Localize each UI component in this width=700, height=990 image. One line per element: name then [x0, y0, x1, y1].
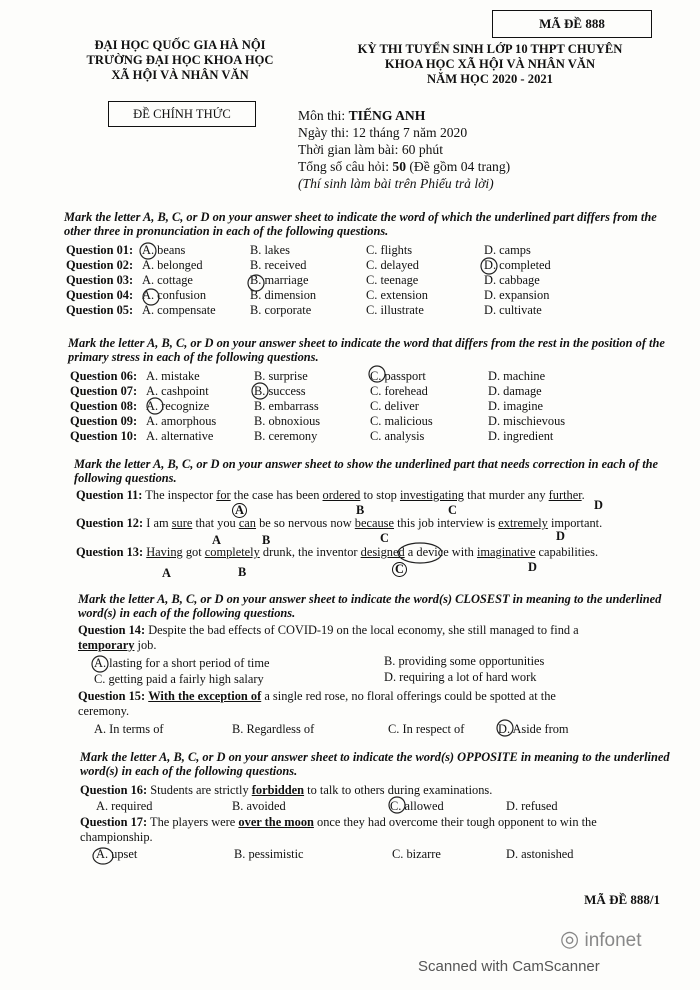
section-2-instruction: Mark the letter A, B, C, or D on your answer sheet to indicate the word that differs from the rest in the position of the primary stress in each of the following questions.: [68, 336, 665, 364]
option-a[interactable]: A. required: [96, 799, 153, 813]
section-3-instruction: Mark the letter A, B, C, or D on your answer sheet to show the underlined part that needs correction in each of the following questions.: [74, 457, 659, 485]
option-b[interactable]: B. pessimistic: [234, 847, 304, 861]
option-c[interactable]: C. bizarre: [392, 847, 441, 861]
option-d[interactable]: D. astonished: [506, 847, 574, 861]
question-row: Question 02: A. belonged B. received C. delayed D. completed: [66, 258, 551, 272]
answer-mark-d: D: [594, 498, 603, 512]
circle-q04: [143, 289, 159, 305]
option-d[interactable]: D. Aside from: [498, 722, 569, 736]
circle-q01: [140, 243, 156, 259]
section-5-instruction: Mark the letter A, B, C, or D on your answer sheet to indicate the word(s) OPPOSITE in meaning to the underlined word(s) in each of the following questions.: [80, 750, 670, 778]
option-c[interactable]: C. getting paid a fairly high salary: [94, 672, 264, 686]
question-row: Question 10: A. alternative B. ceremony C. analysis D. ingredient: [70, 429, 554, 443]
option-b[interactable]: B. Regardless of: [232, 722, 315, 736]
answer-mark-b: B: [356, 503, 365, 517]
scanner-watermark: Scanned with CamScanner: [418, 958, 600, 975]
option-a[interactable]: A. lasting for a short period of time: [94, 656, 270, 670]
option-b[interactable]: B. avoided: [232, 799, 286, 813]
circle-q16: [389, 797, 405, 813]
question-row: Question 04: A. confusion B. dimension C. extension D. expansion: [66, 288, 550, 302]
question-row: Question 07: A. cashpoint B. success C. forehead D. damage: [70, 384, 542, 398]
option-a-circled[interactable]: A. beans: [142, 243, 186, 257]
question-14: Question 14: Despite the bad effects of COVID-19 on the local economy, she still managed to find a temporary job.: [78, 623, 579, 652]
answer-mark-c: C: [392, 562, 407, 577]
circle-q14: [92, 656, 108, 672]
answer-mark-b: B: [262, 533, 271, 547]
answer-note: (Thí sinh làm bài trên Phiếu trả lời): [298, 176, 494, 191]
university-line: XÃ HỘI VÀ NHÂN VĂN: [111, 68, 249, 82]
subject-line: Môn thi: TIẾNG ANH: [298, 108, 426, 123]
option-d[interactable]: D. requiring a lot of hard work: [384, 670, 537, 684]
option-a[interactable]: A. In terms of: [94, 722, 164, 736]
circle-q02: [481, 258, 497, 274]
date-line: Ngày thi: 12 tháng 7 năm 2020: [298, 125, 468, 140]
subject-value: TIẾNG ANH: [348, 108, 426, 123]
question-17: Question 17: The players were over the moon once they had overcome their tough opponent to win the championship.: [80, 815, 597, 844]
circle-q03: [248, 275, 264, 291]
section-4-instruction: Mark the letter A, B, C, or D on your answer sheet to indicate the word(s) CLOSEST in meaning to the underlined word(s) in each of the following questions.: [78, 592, 662, 620]
option-a[interactable]: A. upset: [96, 847, 138, 861]
circle-q17: [93, 848, 113, 864]
option-c[interactable]: C. allowed: [390, 799, 444, 813]
answer-mark-c: C: [448, 503, 457, 517]
circle-q08: [147, 398, 163, 414]
answer-mark-b: B: [238, 565, 247, 579]
question-row: Question 08: A. recognize B. embarrass C. deliver D. imagine: [70, 399, 544, 413]
exam-code-box: MÃ ĐỀ 888: [492, 10, 652, 38]
network-icon: ◎: [560, 926, 580, 951]
exam-title-line: NĂM HỌC 2020 - 2021: [427, 72, 553, 86]
answer-mark-a: A: [212, 533, 221, 547]
question-16: Question 16: Students are strictly forbidden to talk to others during examinations.: [80, 783, 493, 797]
count-line: Tổng số câu hỏi: 50 (Đề gồm 04 trang): [298, 159, 511, 174]
exam-title-line: KHOA HỌC XÃ HỘI VÀ NHÂN VĂN: [384, 57, 596, 71]
question-13: Question 13: Having got completely drunk, the inventor designed a device with imaginative capabilities.: [76, 545, 599, 559]
option-b[interactable]: B. providing some opportunities: [384, 654, 545, 668]
official-label-box: ĐỀ CHÍNH THỨC: [108, 101, 256, 127]
exam-title-line: KỲ THI TUYỂN SINH LỚP 10 THPT CHUYÊN: [357, 42, 623, 56]
page-code: MÃ ĐỀ 888/1: [584, 892, 660, 907]
circle-q07: [252, 383, 268, 399]
answer-mark-c: C: [380, 531, 389, 545]
question-row: Question 01: A. beans B. lakes C. flights D. camps: [66, 243, 531, 257]
answer-mark-d: D: [556, 529, 565, 543]
university-line: ĐẠI HỌC QUỐC GIA HÀ NỘI: [94, 38, 266, 52]
answer-mark-a: A: [232, 503, 247, 518]
option-d[interactable]: D. refused: [506, 799, 558, 813]
question-row: Question 03: A. cottage B. marriage C. teenage D. cabbage: [66, 273, 540, 287]
university-line: TRƯỜNG ĐẠI HỌC KHOA HỌC: [86, 53, 274, 67]
section-1-instruction: Mark the letter A, B, C, or D on your answer sheet to indicate the word of which the underlined part differs from the other three in pronunciation in each of the following questions.: [64, 210, 657, 238]
option-c[interactable]: C. In respect of: [388, 722, 465, 736]
question-row: Question 06: A. mistake B. surprise C. passport D. machine: [70, 369, 546, 383]
question-15: Question 15: With the exception of a single red rose, no floral offerings could be spotted at the ceremony.: [78, 689, 556, 718]
question-11: Question 11: The inspector for the case has been ordered to stop investigating that murder any further.: [76, 488, 585, 502]
question-12: Question 12: I am sure that you can be so nervous now because this job interview is extremely important.: [76, 516, 603, 530]
circle-q13-c: [398, 543, 442, 563]
infonet-logo: ◎ infonet: [560, 926, 642, 951]
circle-q06: [369, 366, 385, 382]
question-row: Question 05: A. compensate B. corporate C. illustrate D. cultivate: [66, 303, 542, 317]
answer-mark-a: A: [162, 566, 171, 580]
time-line: Thời gian làm bài: 60 phút: [298, 142, 443, 157]
answer-mark-d: D: [528, 560, 537, 574]
circle-q15: [497, 720, 513, 736]
question-row: Question 09: A. amorphous B. obnoxious C. malicious D. mischievous: [70, 414, 566, 428]
